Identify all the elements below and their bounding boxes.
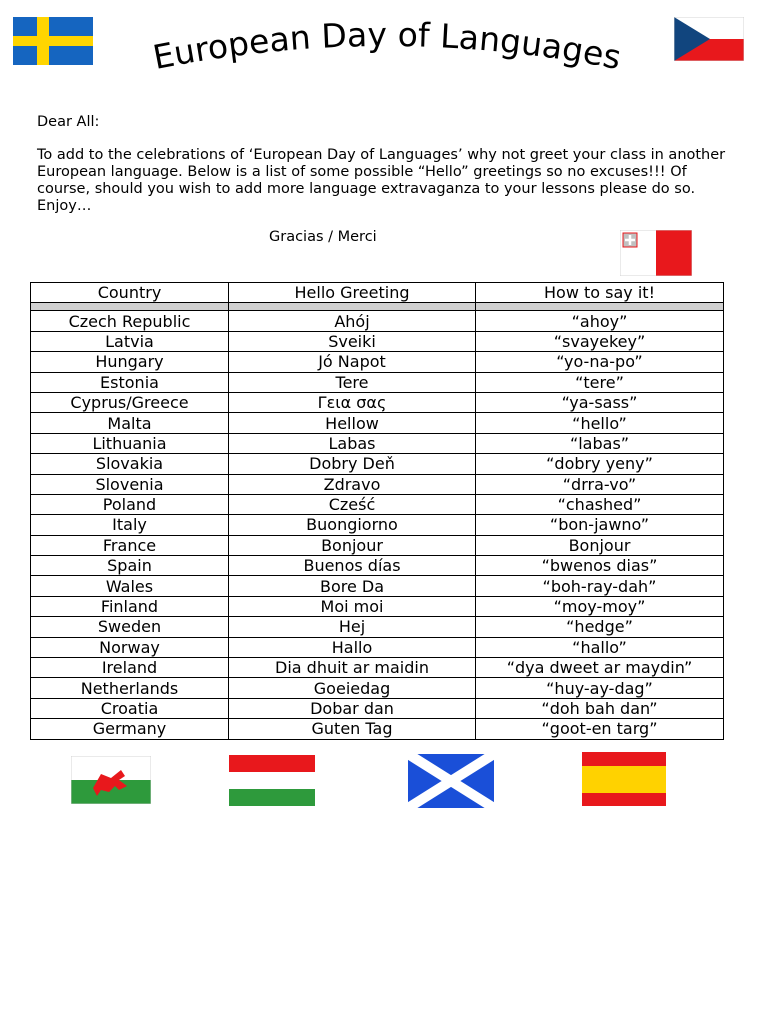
table-header-row: [31, 283, 724, 303]
hungary-flag-icon: [229, 755, 315, 806]
greeting-cell: Dia dhuit ar maidin: [229, 658, 476, 678]
header-country: Country: [31, 283, 229, 303]
pronunciation-cell: “goot-en targ”: [476, 719, 724, 739]
pronunciation-cell: “tere”: [476, 372, 724, 392]
country-cell: Ireland: [31, 658, 229, 678]
pronunciation-cell: “svayekey”: [476, 331, 724, 351]
greeting-cell: Jó Napot: [229, 352, 476, 372]
table-row: [31, 719, 724, 739]
greeting-cell: Hallo: [229, 637, 476, 657]
pronunciation-cell: “hedge”: [476, 617, 724, 637]
pronunciation-cell: “chashed”: [476, 494, 724, 514]
country-cell: Italy: [31, 515, 229, 535]
spain-flag-icon: [582, 752, 666, 806]
greeting-cell: Hej: [229, 617, 476, 637]
country-cell: Slovenia: [31, 474, 229, 494]
greeting-cell: Sveiki: [229, 331, 476, 351]
header-greeting: Hello Greeting: [229, 283, 476, 303]
greeting-cell: Guten Tag: [229, 719, 476, 739]
letter-paragraph: To add to the celebrations of ‘European Day of Languages’ why not greet your class in another European language. Below is a list of some possible “Hello” greetings so no excuses!!! Of course, should you wish to add more language extravaganza to your lessons please do so.: [37, 147, 726, 197]
pronunciation-cell: “yo-na-po”: [476, 352, 724, 372]
greeting-cell: Goeiedag: [229, 678, 476, 698]
pronunciation-cell: “dobry yeny”: [476, 454, 724, 474]
malta-flag-icon: [620, 230, 692, 276]
country-cell: Wales: [31, 576, 229, 596]
greeting-cell: Bonjour: [229, 535, 476, 555]
greeting-cell: Buenos días: [229, 556, 476, 576]
wales-flag-icon: [71, 756, 151, 804]
greeting-cell: Labas: [229, 433, 476, 453]
greeting-cell: Dobry Deň: [229, 454, 476, 474]
country-cell: Poland: [31, 494, 229, 514]
country-cell: Cyprus/Greece: [31, 392, 229, 412]
table-row: [31, 494, 724, 514]
table-row: [31, 311, 724, 331]
czech-flag-icon: [674, 17, 744, 61]
greeting-cell: Cześć: [229, 494, 476, 514]
greetings-table: [30, 282, 724, 740]
table-row: [31, 678, 724, 698]
letter-closing: Enjoy…: [37, 198, 92, 214]
pronunciation-cell: Bonjour: [476, 535, 724, 555]
country-cell: Sweden: [31, 617, 229, 637]
table-row: [31, 413, 724, 433]
country-cell: Czech Republic: [31, 311, 229, 331]
pronunciation-cell: “bon-jawno”: [476, 515, 724, 535]
table-row: [31, 372, 724, 392]
country-cell: Lithuania: [31, 433, 229, 453]
pronunciation-cell: “hallo”: [476, 637, 724, 657]
greeting-cell: Moi moi: [229, 596, 476, 616]
pronunciation-cell: “huy-ay-dag”: [476, 678, 724, 698]
pronunciation-cell: “boh-ray-dah”: [476, 576, 724, 596]
table-row: [31, 392, 724, 412]
table-row: [31, 331, 724, 351]
table-row: [31, 658, 724, 678]
country-cell: Malta: [31, 413, 229, 433]
table-row: [31, 617, 724, 637]
country-cell: Slovakia: [31, 454, 229, 474]
greeting-cell: Γεια σας: [229, 392, 476, 412]
table-row: [31, 474, 724, 494]
country-cell: France: [31, 535, 229, 555]
pronunciation-cell: “hello”: [476, 413, 724, 433]
greeting-cell: Zdravo: [229, 474, 476, 494]
greeting-cell: Bore Da: [229, 576, 476, 596]
pronunciation-cell: “bwenos dias”: [476, 556, 724, 576]
table-row: [31, 556, 724, 576]
table-row: [31, 698, 724, 718]
svg-text:European Day of Languages: [150, 15, 625, 77]
pronunciation-cell: “labas”: [476, 433, 724, 453]
pronunciation-cell: “ya-sass”: [476, 392, 724, 412]
country-cell: Spain: [31, 556, 229, 576]
table-row: [31, 535, 724, 555]
page-title: [95, 12, 675, 87]
pronunciation-cell: “doh bah dan”: [476, 698, 724, 718]
header-pronunciation: How to say it!: [476, 283, 724, 303]
table-row: [31, 352, 724, 372]
pronunciation-cell: “drra-vo”: [476, 474, 724, 494]
country-cell: Croatia: [31, 698, 229, 718]
pronunciation-cell: “dya dweet ar maydin”: [476, 658, 724, 678]
greeting-cell: Buongiorno: [229, 515, 476, 535]
greeting-cell: Dobar dan: [229, 698, 476, 718]
table-row: [31, 576, 724, 596]
greeting-cell: Hellow: [229, 413, 476, 433]
country-cell: Netherlands: [31, 678, 229, 698]
scotland-flag-icon: [408, 754, 494, 808]
pronunciation-cell: “ahoy”: [476, 311, 724, 331]
sweden-flag-icon: [13, 17, 93, 65]
header-separator-row: [31, 303, 724, 311]
greeting-cell: Tere: [229, 372, 476, 392]
country-cell: Latvia: [31, 331, 229, 351]
pronunciation-cell: “moy-moy”: [476, 596, 724, 616]
salutation: Dear All:: [37, 114, 100, 130]
signoff: Gracias / Merci: [269, 229, 377, 245]
table-row: [31, 596, 724, 616]
table-row: [31, 454, 724, 474]
country-cell: Germany: [31, 719, 229, 739]
country-cell: Estonia: [31, 372, 229, 392]
table-row: [31, 637, 724, 657]
title-text: European Day of Languages: [149, 14, 625, 78]
greeting-cell: Ahój: [229, 311, 476, 331]
country-cell: Norway: [31, 637, 229, 657]
table-row: [31, 433, 724, 453]
country-cell: Finland: [31, 596, 229, 616]
letter-body: [37, 114, 727, 215]
table-body: [31, 311, 724, 739]
table-row: [31, 515, 724, 535]
country-cell: Hungary: [31, 352, 229, 372]
